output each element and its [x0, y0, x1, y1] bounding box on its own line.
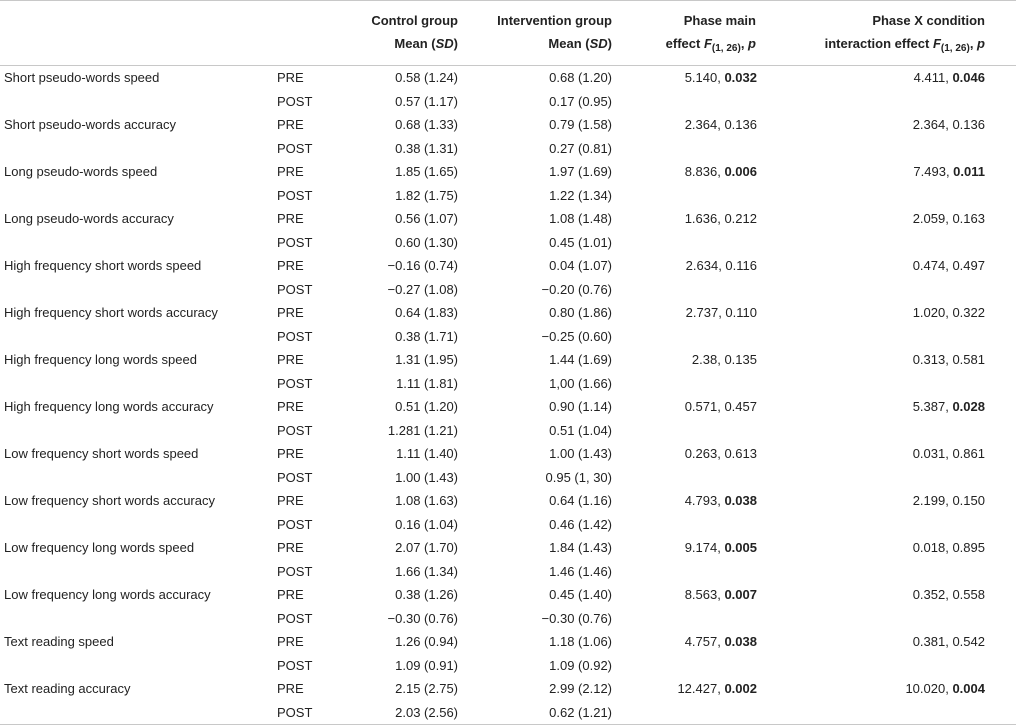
table-header — [0, 1, 1016, 66]
main-effect-value — [616, 207, 762, 231]
intervention-value: −0.20 (0.76) — [541, 281, 612, 297]
control-value: 0.68 (1.33) — [395, 117, 458, 133]
table-row-pre — [0, 348, 1016, 372]
measure-label: Low frequency long words accuracy — [4, 587, 211, 603]
intervention-value: 1,00 (1.66) — [549, 375, 612, 391]
phase-label: POST — [277, 187, 313, 203]
intervention-value: 1.00 (1.43) — [549, 446, 612, 462]
intervention-value: 0.45 (1.40) — [549, 587, 612, 603]
interaction-effect-value — [762, 536, 1016, 560]
phase-label: POST — [277, 140, 313, 156]
control-value: 1.31 (1.95) — [395, 352, 458, 368]
measure-label: Long pseudo-words speed — [4, 164, 158, 180]
main-effect-value — [616, 348, 762, 372]
control-value: 1.26 (0.94) — [395, 634, 458, 650]
phase-label: PRE — [277, 493, 304, 509]
main-effect-p: 0.457 — [724, 399, 757, 415]
table-row-post — [0, 419, 1016, 443]
intervention-value: 1.44 (1.69) — [549, 352, 612, 368]
intervention-value: 0.27 (0.81) — [549, 140, 612, 156]
main-effect-f: 0.263, — [684, 446, 725, 462]
main-effect-value — [616, 630, 762, 654]
control-value: 0.16 (1.04) — [395, 516, 458, 532]
main-effect-p: 0.038 — [724, 493, 757, 509]
phase-label: PRE — [277, 681, 304, 697]
main-effect-value — [616, 395, 762, 419]
interaction-effect-f: 2.199, — [912, 493, 953, 509]
phase-label: POST — [277, 563, 313, 579]
phase-label: POST — [277, 93, 313, 109]
measure-label: Low frequency short words speed — [4, 446, 199, 462]
intervention-value: 0.51 (1.04) — [549, 422, 612, 438]
measure-label: Text reading accuracy — [4, 681, 131, 697]
phase-label: POST — [277, 469, 313, 485]
interaction-effect-f: 0.381, — [912, 634, 953, 650]
main-effect-f: 4.757, — [684, 634, 725, 650]
interaction-effect-p: 0.163 — [952, 211, 985, 227]
interaction-effect-f: 2.364, — [912, 117, 953, 133]
header-measure — [0, 1, 277, 66]
intervention-value: 1.09 (0.92) — [549, 657, 612, 673]
control-value: 0.51 (1.20) — [395, 399, 458, 415]
interaction-effect-f: 0.352, — [912, 587, 953, 603]
phase-label: PRE — [277, 258, 304, 274]
table-row-post — [0, 701, 1016, 725]
table-row-post — [0, 607, 1016, 631]
table-row-post — [0, 90, 1016, 114]
interaction-effect-value — [762, 254, 1016, 278]
phase-label: POST — [277, 375, 313, 391]
main-effect-p: 0.116 — [725, 258, 757, 274]
measure-label: High frequency short words accuracy — [4, 305, 218, 321]
intervention-value: 1.84 (1.43) — [549, 540, 612, 556]
measure-label: Long pseudo-words accuracy — [4, 211, 174, 227]
control-value: 2.15 (2.75) — [395, 681, 458, 697]
phase-label: POST — [277, 281, 313, 297]
interaction-effect-p: 0.028 — [952, 399, 985, 415]
interaction-effect-p: 0.558 — [952, 587, 985, 603]
main-effect-value — [616, 677, 762, 701]
phase-label: PRE — [277, 587, 304, 603]
control-value: 1.09 (0.91) — [395, 657, 458, 673]
table-row-pre — [0, 207, 1016, 231]
main-effect-p: 0.110 — [725, 305, 757, 321]
interaction-effect-value — [762, 489, 1016, 513]
table-row-post — [0, 466, 1016, 490]
interaction-effect-f: 1.020, — [912, 305, 953, 321]
header-phase-main-effect: Phase main effect $F_{(1, 26)}$, p — [616, 1, 762, 66]
main-effect-value — [616, 113, 762, 137]
phase-label: PRE — [277, 634, 304, 650]
intervention-value: 1.46 (1.46) — [549, 563, 612, 579]
control-value: 0.58 (1.24) — [395, 70, 458, 86]
intervention-value: 0.80 (1.86) — [549, 305, 612, 321]
interaction-effect-p: 0.542 — [952, 634, 985, 650]
control-value: 0.57 (1.17) — [395, 93, 458, 109]
interaction-effect-value — [762, 630, 1016, 654]
main-effect-p: 0.212 — [724, 211, 757, 227]
table-row-pre — [0, 113, 1016, 137]
interaction-effect-p: 0.581 — [952, 352, 985, 368]
table-row-pre — [0, 677, 1016, 701]
table-row-post — [0, 184, 1016, 208]
main-effect-p: 0.038 — [724, 634, 757, 650]
control-value: 1.00 (1.43) — [395, 469, 458, 485]
interaction-effect-value — [762, 207, 1016, 231]
table-row-post — [0, 372, 1016, 396]
interaction-effect-value — [762, 677, 1016, 701]
control-value: 0.38 (1.26) — [395, 587, 458, 603]
intervention-value: 0.90 (1.14) — [549, 399, 612, 415]
main-effect-f: 5.140, — [684, 70, 725, 86]
phase-label: POST — [277, 234, 313, 250]
control-value: 2.03 (2.56) — [349, 701, 461, 725]
phase-label: PRE — [277, 540, 304, 556]
intervention-value: 1.22 (1.34) — [549, 187, 612, 203]
table-row-pre — [0, 254, 1016, 278]
intervention-value: 0.79 (1.58) — [549, 117, 612, 133]
main-effect-f: 9.174, — [684, 540, 725, 556]
phase-label: POST — [277, 422, 313, 438]
main-effect-p: 0.005 — [724, 540, 757, 556]
table-row-pre — [0, 395, 1016, 419]
header-phase — [277, 1, 349, 66]
intervention-value: 0.95 (1, 30) — [545, 469, 612, 485]
main-effect-value — [616, 254, 762, 278]
interaction-effect-value — [762, 301, 1016, 325]
interaction-effect-p: 0.861 — [952, 446, 985, 462]
main-effect-value — [616, 489, 762, 513]
control-value: 0.38 (1.31) — [395, 140, 458, 156]
control-value: 0.38 (1.71) — [395, 328, 458, 344]
intervention-value: 1.97 (1.69) — [549, 164, 612, 180]
control-value: 2.07 (1.70) — [395, 540, 458, 556]
interaction-effect-value — [762, 348, 1016, 372]
interaction-effect-f: 4.411, — [913, 70, 953, 86]
interaction-effect-value — [762, 583, 1016, 607]
main-effect-p: 0.136 — [724, 117, 757, 133]
table-row-post — [0, 278, 1016, 302]
phase-label: PRE — [277, 117, 304, 133]
interaction-effect-f: 0.018, — [912, 540, 953, 556]
control-value: −0.27 (1.08) — [387, 281, 458, 297]
measure-label: Low frequency short words accuracy — [4, 493, 215, 509]
intervention-value: 2.99 (2.12) — [549, 681, 612, 697]
intervention-value: 1.08 (1.48) — [549, 211, 612, 227]
main-effect-f: 8.836, — [684, 164, 725, 180]
table-row-post — [0, 513, 1016, 537]
main-effect-value — [616, 442, 762, 466]
control-value: 1.82 (1.75) — [395, 187, 458, 203]
table-row-post — [0, 560, 1016, 584]
control-value: 1.85 (1.65) — [395, 164, 458, 180]
interaction-effect-value — [762, 442, 1016, 466]
main-effect-p: 0.613 — [724, 446, 757, 462]
intervention-value: 0.62 (1.21) — [461, 701, 616, 725]
table-row-pre — [0, 442, 1016, 466]
main-effect-value — [616, 583, 762, 607]
table-row-pre — [0, 66, 1016, 90]
measure-label: Short pseudo-words accuracy — [4, 117, 176, 133]
control-value: 1.11 (1.40) — [396, 446, 458, 462]
main-effect-p: 0.002 — [724, 681, 757, 697]
table-row-post — [0, 231, 1016, 255]
intervention-value: 0.04 (1.07) — [549, 258, 612, 274]
control-value: 1.281 (1.21) — [387, 422, 458, 438]
phase-label: POST — [277, 657, 313, 673]
intervention-value: −0.30 (0.76) — [541, 610, 612, 626]
interaction-effect-p: 0.046 — [952, 70, 985, 86]
main-effect-f: 0.571, — [684, 399, 725, 415]
phase-label: PRE — [277, 446, 304, 462]
interaction-effect-p: 0.150 — [952, 493, 985, 509]
main-effect-f: 12.427, — [677, 681, 725, 697]
interaction-effect-p: 0.004 — [952, 681, 985, 697]
intervention-value: 1.18 (1.06) — [549, 634, 612, 650]
interaction-effect-p: 0.497 — [952, 258, 985, 274]
phase-label: PRE — [277, 211, 304, 227]
interaction-effect-p: 0.322 — [952, 305, 985, 321]
interaction-effect-f: 10.020, — [905, 681, 953, 697]
intervention-value: 0.46 (1.42) — [549, 516, 612, 532]
main-effect-p: 0.007 — [724, 587, 757, 603]
interaction-effect-p: 0.895 — [952, 540, 985, 556]
table-row-pre — [0, 630, 1016, 654]
intervention-value: 0.45 (1.01) — [549, 234, 612, 250]
main-effect-p: 0.135 — [724, 352, 757, 368]
main-effect-value — [616, 536, 762, 560]
interaction-effect-value — [762, 113, 1016, 137]
header-control-group: Control group Mean (SD) — [349, 1, 461, 66]
main-effect-f: 8.563, — [684, 587, 725, 603]
main-effect-p: 0.006 — [724, 164, 757, 180]
phase-label: PRE — [277, 70, 304, 86]
control-value: −0.30 (0.76) — [387, 610, 458, 626]
intervention-value: 0.64 (1.16) — [549, 493, 612, 509]
measure-label: Short pseudo-words speed — [4, 70, 160, 86]
main-effect-f: 2.634, — [685, 258, 726, 274]
measure-label: High frequency long words speed — [4, 352, 197, 368]
intervention-value: −0.25 (0.60) — [541, 328, 612, 344]
measure-label: High frequency long words accuracy — [4, 399, 214, 415]
table-row-pre — [0, 489, 1016, 513]
interaction-effect-p: 0.136 — [952, 117, 985, 133]
interaction-effect-f: 5.387, — [912, 399, 953, 415]
table-row-pre — [0, 583, 1016, 607]
phase-label: POST — [277, 328, 313, 344]
table-row-pre — [0, 301, 1016, 325]
interaction-effect-f: 7.493, — [913, 164, 954, 180]
main-effect-f: 2.737, — [685, 305, 726, 321]
main-effect-p: 0.032 — [724, 70, 757, 86]
table-row-post — [0, 137, 1016, 161]
table-row-pre — [0, 536, 1016, 560]
main-effect-f: 4.793, — [684, 493, 725, 509]
intervention-value: 0.68 (1.20) — [549, 70, 612, 86]
interaction-effect-value — [762, 66, 1016, 90]
header-intervention-group: Intervention group Mean (SD) — [461, 1, 616, 66]
control-value: 0.64 (1.83) — [395, 305, 458, 321]
control-value: 1.66 (1.34) — [395, 563, 458, 579]
main-effect-value — [616, 301, 762, 325]
interaction-effect-f: 0.313, — [912, 352, 953, 368]
measure-label: Low frequency long words speed — [4, 540, 195, 556]
main-effect-f: 2.364, — [684, 117, 725, 133]
interaction-effect-value — [762, 160, 1016, 184]
interaction-effect-value — [762, 395, 1016, 419]
header-interaction-effect: Phase X condition interaction effect $F_{(1, 26)}$, p — [762, 1, 1016, 66]
measure-label: High frequency short words speed — [4, 258, 202, 274]
measure-label: Text reading speed — [4, 634, 114, 650]
phase-label: PRE — [277, 164, 304, 180]
interaction-effect-f: 2.059, — [912, 211, 953, 227]
control-value: 0.56 (1.07) — [395, 211, 458, 227]
control-value: 1.08 (1.63) — [395, 493, 458, 509]
main-effect-f: 1.636, — [684, 211, 725, 227]
phase-label: POST — [277, 610, 313, 626]
phase-label: PRE — [277, 399, 304, 415]
table-body — [0, 66, 1016, 725]
phase-label: POST — [277, 701, 349, 725]
table-row-post — [0, 325, 1016, 349]
phase-label: PRE — [277, 352, 304, 368]
control-value: 1.11 (1.81) — [396, 375, 458, 391]
phase-label: PRE — [277, 305, 304, 321]
table-row-post — [0, 654, 1016, 678]
main-effect-value — [616, 66, 762, 90]
interaction-effect-p: 0.011 — [953, 164, 985, 180]
interaction-effect-f: 0.031, — [912, 446, 953, 462]
interaction-effect-f: 0.474, — [912, 258, 953, 274]
main-effect-f: 2.38, — [691, 352, 725, 368]
table-row-pre — [0, 160, 1016, 184]
control-value: 0.60 (1.30) — [395, 234, 458, 250]
phase-label: POST — [277, 516, 313, 532]
main-effect-value — [616, 160, 762, 184]
control-value: −0.16 (0.74) — [387, 258, 458, 274]
intervention-value: 0.17 (0.95) — [549, 93, 612, 109]
